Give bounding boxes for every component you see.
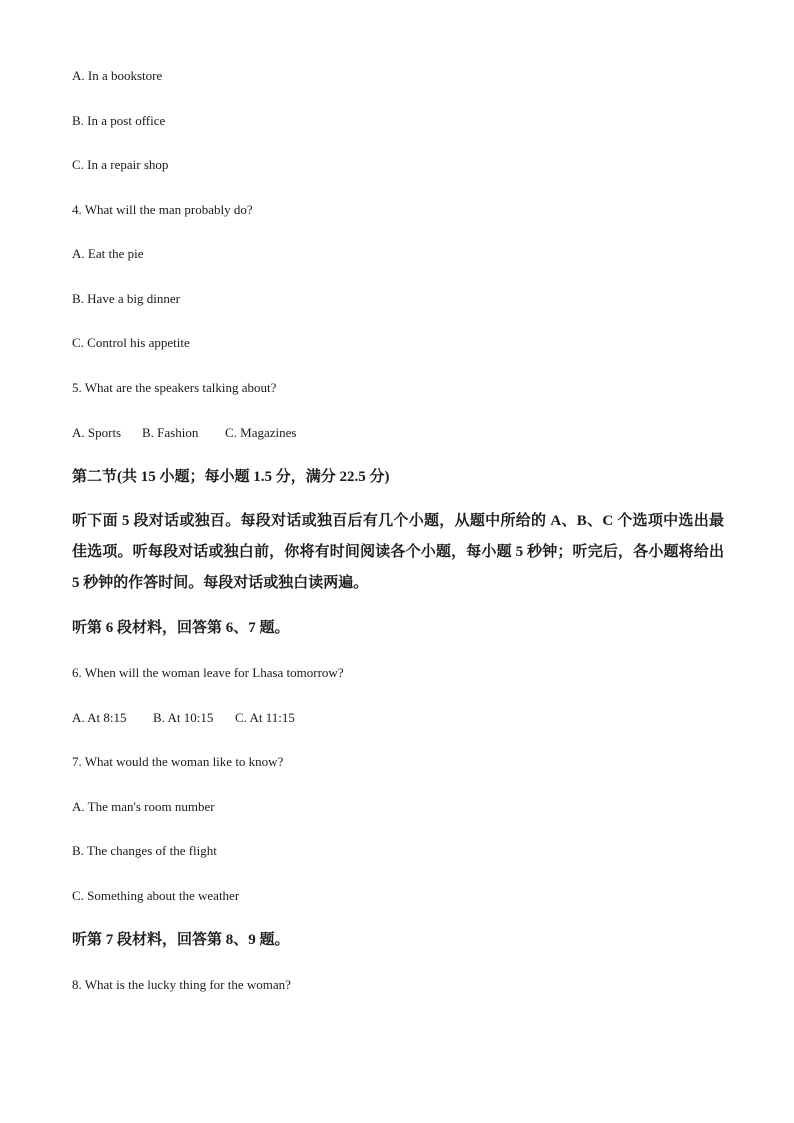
q4-option-c: C. Control his appetite (72, 335, 190, 350)
q6-question: 6. When will the woman leave for Lhasa tomorrow? (72, 665, 344, 680)
q8-question: 8. What is the lucky thing for the woman? (72, 977, 291, 992)
passage6-heading: 听第 6 段材料，回答第 6、7 题。 (72, 620, 290, 636)
q7-option-b: B. The changes of the flight (72, 843, 217, 858)
q4-option-a: A. Eat the pie (72, 246, 144, 261)
q5-option-c: C. Magazines (225, 425, 297, 440)
q7-question: 7. What would the woman like to know? (72, 754, 284, 769)
q5-question: 5. What are the speakers talking about? (72, 380, 277, 395)
q5-option-a: A. Sports (72, 425, 122, 440)
q3-option-b: B. In a post office (72, 113, 166, 128)
q7-option-a: A. The man's room number (72, 799, 215, 814)
passage7-heading: 听第 7 段材料，回答第 8、9 题。 (72, 932, 290, 948)
q4-question: 4. What will the man probably do? (72, 202, 253, 217)
q5-option-b: B. Fashion (142, 425, 199, 440)
q6-option-c: C. At 11:15 (235, 710, 295, 725)
q3-option-c: C. In a repair shop (72, 157, 169, 172)
q7-option-c: C. Something about the weather (72, 888, 240, 903)
q3-option-a: A. In a bookstore (72, 68, 163, 83)
q6-options (72, 710, 295, 726)
q6-option-b: B. At 10:15 (153, 710, 214, 725)
q6-option-a: A. At 8:15 (72, 710, 127, 725)
q5-options (72, 425, 296, 441)
section2-instructions: 听下面 5 段对话或独百。每段对话或独百后有几个小题，从题中所给的 A、B、C 个选项中选出最佳选项。听每段对话或独白前，你将有时间阅读各个小题，每小题 5 秒钟；听完后，各小题将给出 5 秒钟的作答时间。每段对话或独白读两遍。 (72, 513, 724, 591)
q4-option-b: B. Have a big dinner (72, 291, 180, 306)
section2-title: 第二节(共 15 小题；每小题 1.5 分，满分 22.5 分) (72, 469, 390, 485)
